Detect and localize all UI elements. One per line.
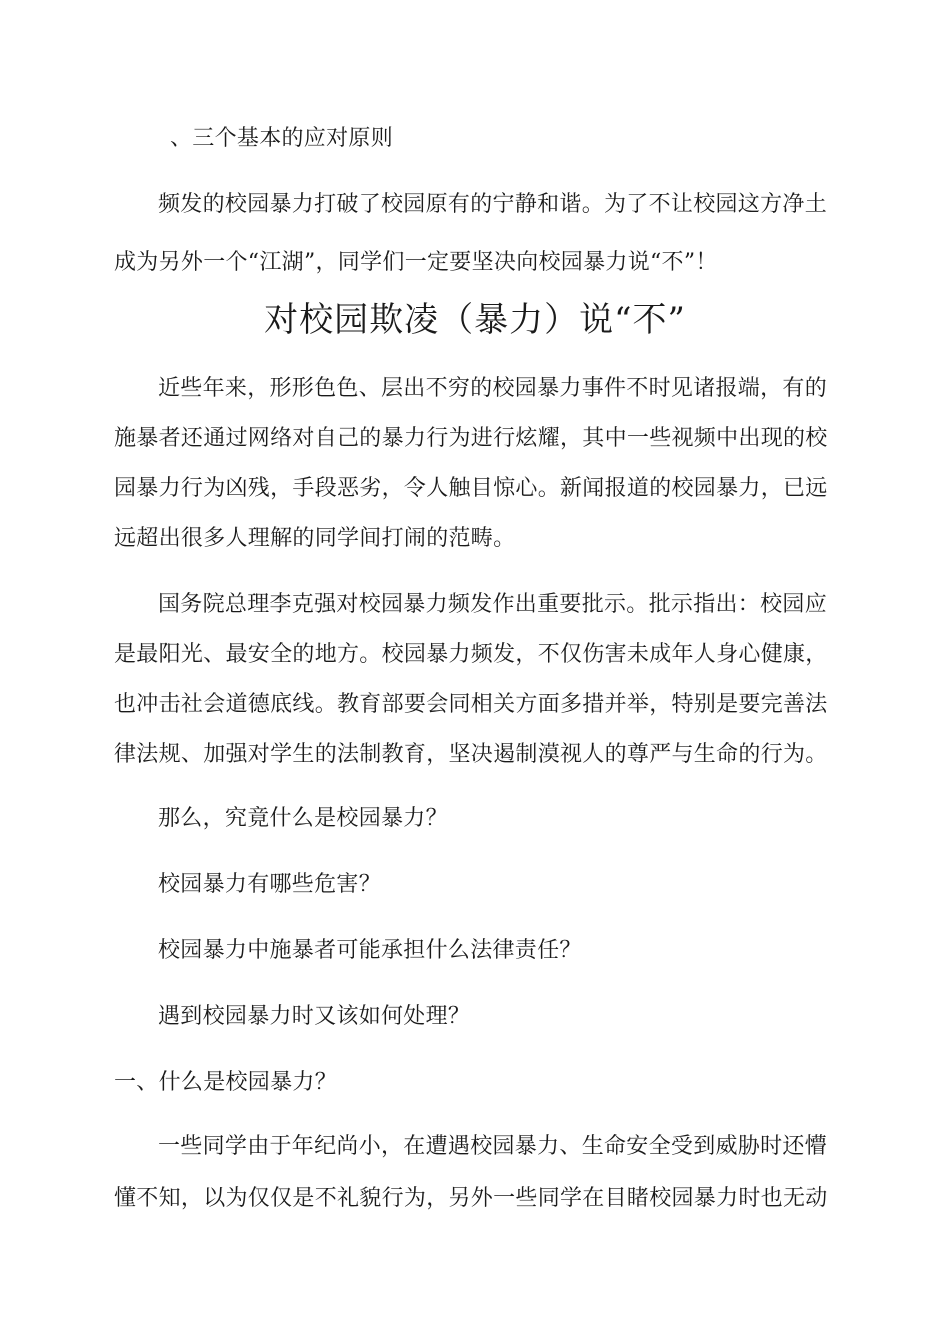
paragraph-line: 园暴力行为凶残，手段恶劣，令人触目惊心。新闻报道的校园暴力，已远	[114, 476, 828, 501]
question-line: 遇到校园暴力时又该如何处理？	[158, 1004, 471, 1029]
document-title: 对校园欺凌（暴力）说“不”	[264, 300, 686, 340]
paragraph-line: 远超出很多人理解的同学间打闹的范畴。	[114, 526, 516, 551]
question-line: 那么，究竟什么是校园暴力？	[158, 806, 448, 831]
paragraph-line: 施暴者还通过网络对自己的暴力行为进行炫耀，其中一些视频中出现的校	[114, 426, 828, 451]
question-line: 校园暴力中施暴者可能承担什么法律责任？	[158, 938, 582, 963]
paragraph-line: 律法规、加强对学生的法制教育，坚决遏制漠视人的尊严与生命的行为。	[114, 742, 828, 767]
paragraph-line: 近些年来，形形色色、层出不穷的校园暴力事件不时见诸报端，有的	[158, 376, 828, 401]
paragraph-line: 是最阳光、最安全的地方。校园暴力频发，不仅伤害未成年人身心健康，	[114, 642, 828, 667]
section-heading-principles: 、三个基本的应对原则	[170, 126, 394, 151]
paragraph-line: 一些同学由于年纪尚小，在遭遇校园暴力、生命安全受到威胁时还懵	[158, 1134, 828, 1159]
paragraph-line: 也冲击社会道德底线。教育部要会同相关方面多措并举，特别是要完善法	[114, 692, 828, 717]
question-line: 校园暴力有哪些危害？	[158, 872, 382, 897]
intro-line: 频发的校园暴力打破了校园原有的宁静和谐。为了不让校园这方净土	[158, 192, 828, 217]
paragraph-line: 国务院总理李克强对校园暴力频发作出重要批示。批示指出：校园应	[158, 592, 828, 617]
paragraph-line: 懂不知，以为仅仅是不礼貌行为，另外一些同学在目睹校园暴力时也无动	[114, 1186, 828, 1211]
section-heading-what-is: 一、什么是校园暴力？	[114, 1070, 338, 1095]
intro-line: 成为另外一个“江湖”，同学们一定要坚决向校园暴力说“不”！	[114, 250, 718, 275]
